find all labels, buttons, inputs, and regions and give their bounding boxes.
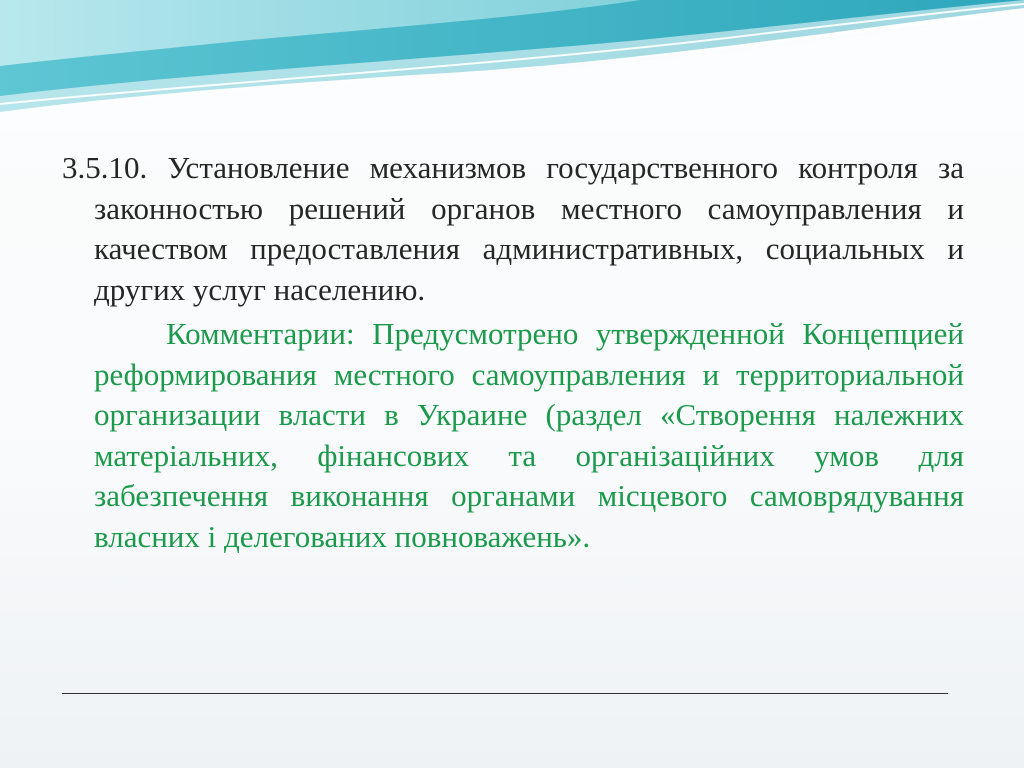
teal-wave-banner xyxy=(0,0,1024,130)
divider-line xyxy=(62,693,948,694)
comment-paragraph: Комментарии: Предусмотрено утвержденной Концепцией реформирования местного самоуправления и территориальной организации власти в Украине (раздел «Створення належних матеріальних, фінансових та організаційних умов для забезпечення виконання органами місцевого самоврядування власних і делегованих повноважень». xyxy=(94,316,964,554)
slide-body xyxy=(62,148,964,557)
main-paragraph: 3.5.10. Установление механизмов государственного контроля за законностью решений органов местного самоуправления и качеством предоставления административных, социальных и других услуг населению. xyxy=(62,150,964,307)
underline-divider xyxy=(62,666,952,694)
